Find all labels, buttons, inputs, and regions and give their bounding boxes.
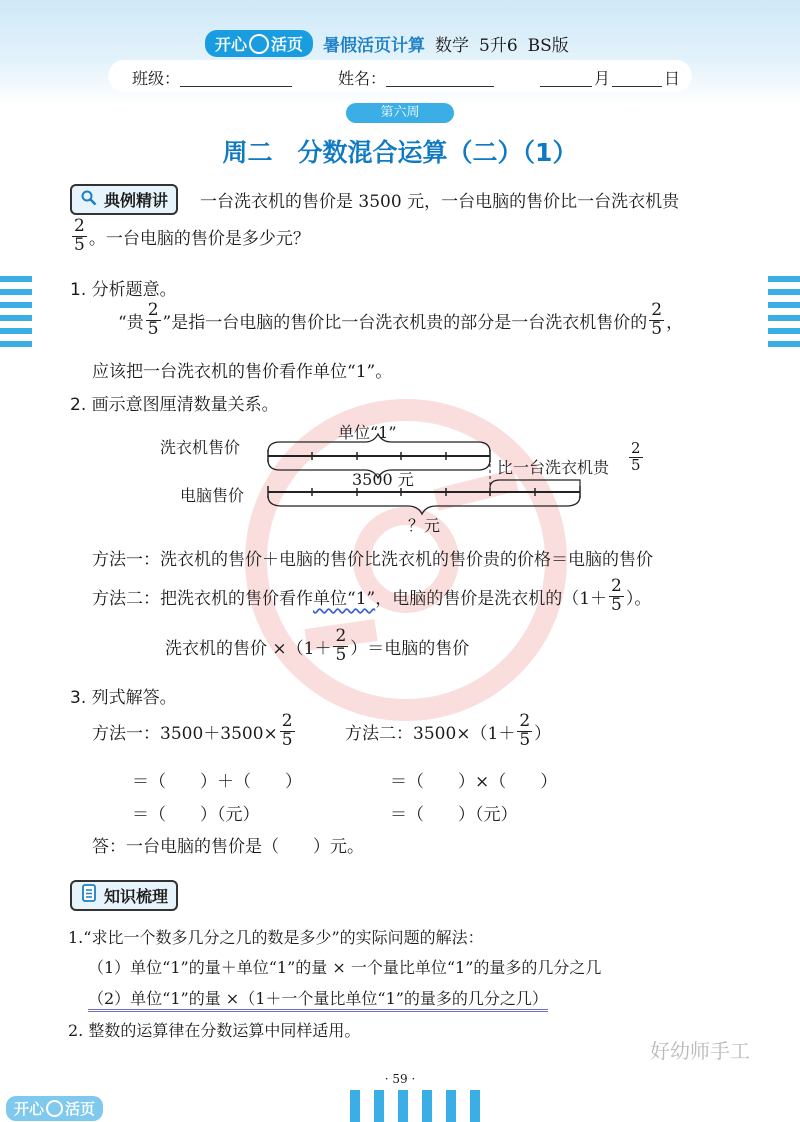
step3-method1 [92, 713, 297, 750]
fraction: $\frac{2}{5}$ [611, 576, 622, 615]
unit-label: 单位“1” [338, 423, 397, 442]
m1-line3[interactable]: ＝（ ）（元） [132, 805, 260, 825]
text: “贵 [118, 312, 144, 333]
method2 [92, 578, 651, 615]
m2-line2[interactable]: ＝（ ）×（ ） [390, 772, 558, 792]
name-label: 姓名： [338, 69, 387, 88]
step1-heading: 1. 分析题意。 [70, 280, 177, 300]
week-badge: 第六周 [346, 103, 454, 123]
step3-method2 [345, 713, 551, 750]
step3-heading: 3. 列式解答。 [70, 688, 177, 708]
watermark-text: 好幼师手工 [650, 1039, 750, 1063]
text: ”是指一台电脑的售价比一台洗衣机贵的部分是一台洗衣机售价的 [162, 312, 648, 333]
name-box [108, 60, 692, 92]
text: 洗衣机的售价 ×（1＋ [165, 638, 332, 659]
text: 方法二：把洗衣机的售价看作 [92, 588, 313, 609]
step1-line1 [118, 302, 683, 339]
example-tag [70, 184, 178, 215]
fraction: $\frac{2}{5}$ [74, 216, 85, 255]
washer-value: 3500 元 [352, 470, 414, 489]
class-field[interactable] [180, 68, 292, 87]
formula [165, 628, 469, 665]
example-tag-label: 典例精讲 [104, 191, 169, 210]
fraction: $\frac{2}{5}$ [651, 300, 663, 339]
washer-label: 洗衣机售价 [160, 438, 241, 457]
smile-ring-icon [249, 34, 269, 54]
text: 单位“1” [313, 588, 376, 609]
brand-logo: 开心 活页 [205, 30, 313, 57]
example-line2 [70, 218, 310, 255]
text: ， [666, 312, 684, 333]
month-label: 月 [594, 69, 611, 88]
m1-line2[interactable]: ＝（ ）＋（ ） [132, 772, 302, 792]
pc-value: ？元 [408, 516, 441, 535]
text: ）＝电脑的售价 [350, 638, 470, 659]
knowledge-tag [70, 880, 178, 911]
example-text-b: 。一台电脑的售价是多少元？ [88, 228, 310, 249]
page-title: 周二 分数混合运算（二）（1） [222, 138, 578, 167]
segment-diagram [260, 430, 600, 520]
day-label: 日 [664, 69, 681, 88]
fraction: $\frac{2}{5}$ [519, 711, 531, 750]
answer[interactable]: 答：一台电脑的售价是（ ）元。 [92, 837, 364, 857]
text: 方法一：3500＋3500× [92, 723, 278, 744]
footer-logo: 开心 活页 [6, 1096, 103, 1121]
fraction: $\frac{2}{5}$ [147, 300, 159, 339]
text: 方法二：3500×（1＋ [345, 723, 516, 744]
more-label: 比一台洗衣机贵 [497, 458, 610, 477]
left-stripes [0, 276, 32, 354]
footer-bars [350, 1090, 480, 1122]
right-stripes [768, 276, 800, 354]
text: ）。 [625, 588, 652, 609]
book-title: 暑假活页计算 [323, 36, 426, 56]
header-title-row [205, 30, 569, 57]
month-field[interactable] [540, 68, 592, 87]
subject: 数学 [435, 36, 470, 56]
knowledge-tag-label: 知识梳理 [104, 887, 169, 906]
class-label: 班级： [132, 69, 181, 88]
example-text-a: 一台洗衣机的售价是 3500 元，一台电脑的售价比一台洗衣机贵 [200, 192, 680, 212]
magnifier-icon [78, 190, 100, 210]
edition: BS版 [527, 36, 569, 56]
m2-line3[interactable]: ＝（ ）（元） [390, 805, 518, 825]
knowledge-item1: 1.“求比一个数多几分之几的数是多少”的实际问题的解法： [68, 928, 484, 947]
step1-line2: 应该把一台洗衣机的售价看作单位“1”。 [92, 362, 393, 382]
day-field[interactable] [612, 68, 662, 87]
fraction: $\frac{2}{5}$ [281, 711, 293, 750]
pc-label: 电脑售价 [180, 486, 245, 505]
fraction: $\frac{2}{5}$ [335, 626, 347, 665]
knowledge-item1-2: （2）单位“1”的量 ×（1＋一个量比单位“1”的量多的几分之几） [88, 986, 548, 1012]
text: ，电脑的售价是洗衣机的（1＋ [375, 588, 608, 609]
more-fraction: $\frac{2}{5}$ [631, 439, 641, 474]
page-number: · 59 · [384, 1072, 416, 1086]
name-field[interactable] [386, 68, 494, 87]
method1: 方法一：洗衣机的售价＋电脑的售价比洗衣机的售价贵的价格＝电脑的售价 [92, 550, 653, 570]
knowledge-item1-1: （1）单位“1”的量＋单位“1”的量 × 一个量比单位“1”的量多的几分之几 [88, 958, 602, 977]
scroll-icon [78, 884, 100, 906]
text: ） [534, 723, 552, 744]
grade: 5升6 [479, 36, 518, 56]
step2-heading: 2. 画示意图厘清数量关系。 [70, 395, 279, 415]
knowledge-item2: 2. 整数的运算律在分数运算中同样适用。 [68, 1021, 361, 1040]
